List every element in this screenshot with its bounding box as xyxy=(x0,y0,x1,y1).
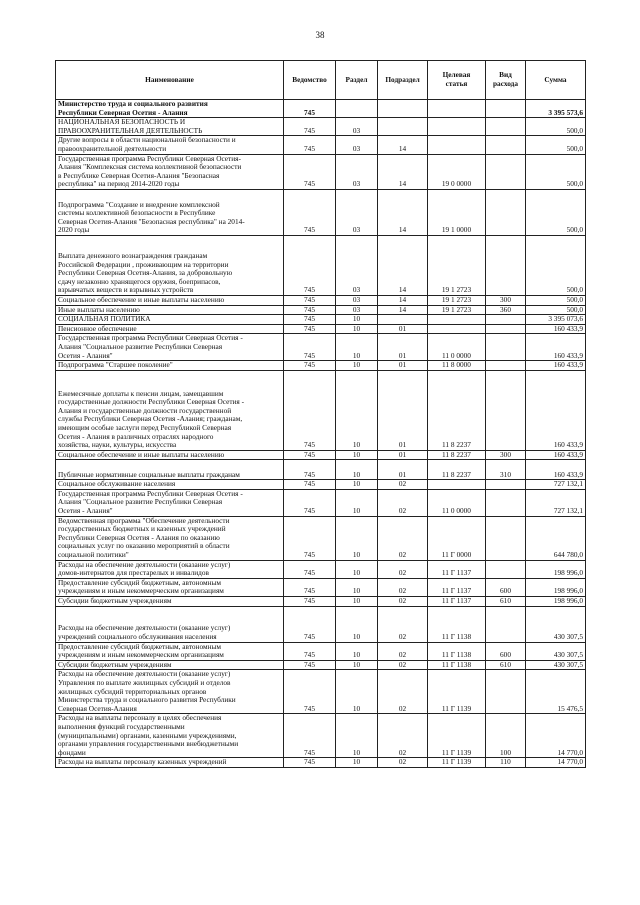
cell-expense-type xyxy=(486,361,526,371)
cell-name: Ежемесячные доплаты к пенсии лицам, замещавшим государственные должности Республики Северная Осетия - Алания и государственные должности государственной службы Республики Северная Осетия -Алания; гражданам, имеющим особые заслуги перед Республикой Северная Осетия - Алания в различных отраслях народного хозяйства, науки, культуры, искусства xyxy=(56,370,284,450)
cell-amount: 500,0 xyxy=(526,118,586,136)
cell-amount: 160 433,9 xyxy=(526,370,586,450)
table-row xyxy=(56,489,586,516)
cell-name: Государственная программа Республики Северная Осетия- Алания "Комплексная система коллективной безопасности в Республике Северная Осетия-Алания "Безопасная республика" на период 2014-2020 годы xyxy=(56,154,284,189)
cell-target: 11 0 0000 xyxy=(428,334,486,361)
cell-subsection: 01 xyxy=(378,361,428,371)
cell-section: 10 xyxy=(336,578,378,596)
cell-name: Предоставление субсидий бюджетным, автономным учреждениям и иным некоммерческим организациям xyxy=(56,578,284,596)
table-row xyxy=(56,189,586,235)
cell-subsection: 02 xyxy=(378,670,428,714)
table-header-row xyxy=(56,61,586,100)
cell-amount: 500,0 xyxy=(526,189,586,235)
cell-expense-type xyxy=(486,235,526,295)
cell-subsection xyxy=(378,118,428,136)
cell-section: 03 xyxy=(336,235,378,295)
table-row xyxy=(56,578,586,596)
cell-subsection: 02 xyxy=(378,489,428,516)
cell-expense-type xyxy=(486,606,526,642)
table-row xyxy=(56,450,586,460)
cell-name: Расходы на выплаты персоналу казенных учреждений xyxy=(56,758,284,768)
cell-dept: 745 xyxy=(284,189,336,235)
cell-section: 03 xyxy=(336,136,378,154)
cell-target: 11 8 2237 xyxy=(428,460,486,480)
cell-expense-type xyxy=(486,315,526,325)
cell-amount: 160 433,9 xyxy=(526,361,586,371)
table-row xyxy=(56,660,586,670)
cell-name: СОЦИАЛЬНАЯ ПОЛИТИКА xyxy=(56,315,284,325)
cell-target: 11 Г 1138 xyxy=(428,642,486,660)
cell-subsection: 01 xyxy=(378,370,428,450)
cell-subsection: 02 xyxy=(378,516,428,560)
table-row xyxy=(56,305,586,315)
cell-amount: 3 395 073,6 xyxy=(526,315,586,325)
header-target: Целевая статья xyxy=(428,61,486,100)
table-row xyxy=(56,606,586,642)
cell-expense-type xyxy=(486,480,526,490)
cell-target: 11 Г 1139 xyxy=(428,670,486,714)
cell-expense-type xyxy=(486,118,526,136)
cell-subsection: 02 xyxy=(378,758,428,768)
cell-expense-type xyxy=(486,136,526,154)
cell-subsection: 02 xyxy=(378,642,428,660)
cell-target xyxy=(428,324,486,334)
cell-section: 10 xyxy=(336,670,378,714)
cell-amount: 160 433,9 xyxy=(526,450,586,460)
cell-section: 10 xyxy=(336,606,378,642)
cell-target: 19 1 2723 xyxy=(428,295,486,305)
header-dept: Ведомство xyxy=(284,61,336,100)
table-row xyxy=(56,235,586,295)
cell-name: НАЦИОНАЛЬНАЯ БЕЗОПАСНОСТЬ И ПРАВООХРАНИТЕЛЬНАЯ ДЕЯТЕЛЬНОСТЬ xyxy=(56,118,284,136)
cell-expense-type xyxy=(486,324,526,334)
cell-name: Социальное обеспечение и иные выплаты населению xyxy=(56,295,284,305)
cell-expense-type: 610 xyxy=(486,660,526,670)
cell-amount: 500,0 xyxy=(526,235,586,295)
cell-section: 10 xyxy=(336,758,378,768)
cell-subsection: 02 xyxy=(378,480,428,490)
cell-section: 03 xyxy=(336,295,378,305)
cell-name: Государственная программа Республики Северная Осетия - Алания "Социальное развитие Республики Северная Осетия - Алания" xyxy=(56,489,284,516)
cell-amount: 160 433,9 xyxy=(526,334,586,361)
cell-subsection: 01 xyxy=(378,460,428,480)
cell-target xyxy=(428,136,486,154)
cell-name: Расходы на обеспечение деятельности (оказание услуг) Управления по выплате жилищных субсидий и отделов жилищных субсидий территориальных органов Министерства труда и социального развития Республики Северная Осетия-Алания xyxy=(56,670,284,714)
table-row xyxy=(56,334,586,361)
cell-dept: 745 xyxy=(284,489,336,516)
table-row xyxy=(56,758,586,768)
cell-dept: 745 xyxy=(284,361,336,371)
header-section: Раздел xyxy=(336,61,378,100)
cell-dept: 745 xyxy=(284,136,336,154)
page-number: 38 xyxy=(315,30,325,40)
cell-dept: 745 xyxy=(284,460,336,480)
cell-target: 11 Г 1138 xyxy=(428,606,486,642)
table-row xyxy=(56,460,586,480)
cell-name: Субсидии бюджетным учреждениям xyxy=(56,597,284,607)
cell-section: 10 xyxy=(336,714,378,758)
cell-dept: 745 xyxy=(284,642,336,660)
cell-dept: 745 xyxy=(284,154,336,189)
cell-subsection: 02 xyxy=(378,578,428,596)
cell-dept: 745 xyxy=(284,606,336,642)
cell-amount: 430 307,5 xyxy=(526,606,586,642)
cell-amount: 644 780,0 xyxy=(526,516,586,560)
cell-dept: 745 xyxy=(284,100,336,118)
cell-dept: 745 xyxy=(284,305,336,315)
cell-dept: 745 xyxy=(284,670,336,714)
cell-target: 11 Г 1137 xyxy=(428,560,486,578)
cell-amount: 160 433,9 xyxy=(526,460,586,480)
cell-target: 11 8 2237 xyxy=(428,370,486,450)
cell-expense-type xyxy=(486,560,526,578)
header-amount: Сумма xyxy=(526,61,586,100)
cell-target: 11 Г 1139 xyxy=(428,758,486,768)
cell-subsection: 02 xyxy=(378,597,428,607)
cell-amount: 198 996,0 xyxy=(526,560,586,578)
cell-dept: 745 xyxy=(284,370,336,450)
cell-expense-type: 600 xyxy=(486,578,526,596)
cell-expense-type xyxy=(486,516,526,560)
cell-subsection: 01 xyxy=(378,324,428,334)
cell-name: Расходы на обеспечение деятельности (оказание услуг) учреждений социального обслуживания населения xyxy=(56,606,284,642)
cell-name: Подпрограмма "Старшее поколение" xyxy=(56,361,284,371)
cell-dept: 745 xyxy=(284,516,336,560)
cell-target: 11 Г 1138 xyxy=(428,660,486,670)
header-expense-type: Вид расхода xyxy=(486,61,526,100)
cell-expense-type xyxy=(486,334,526,361)
cell-section: 10 xyxy=(336,324,378,334)
cell-expense-type xyxy=(486,154,526,189)
cell-section: 10 xyxy=(336,480,378,490)
cell-target: 11 Г 1137 xyxy=(428,578,486,596)
cell-target: 11 Г 1139 xyxy=(428,714,486,758)
cell-section: 10 xyxy=(336,460,378,480)
cell-name: Выплата денежного вознаграждения гражданам Российской Федерации , проживающим на территории Республики Северная Осетия-Алания, за добровольную сдачу незаконно хранящегося оружия, боеприпасов, взрывчатых веществ и взрывных устройств xyxy=(56,235,284,295)
table-row xyxy=(56,714,586,758)
cell-target xyxy=(428,315,486,325)
cell-expense-type: 100 xyxy=(486,714,526,758)
cell-subsection: 02 xyxy=(378,606,428,642)
cell-subsection xyxy=(378,315,428,325)
cell-section: 03 xyxy=(336,118,378,136)
cell-dept: 745 xyxy=(284,578,336,596)
cell-dept: 745 xyxy=(284,118,336,136)
cell-name: Социальное обеспечение и иные выплаты населению xyxy=(56,450,284,460)
table-row xyxy=(56,361,586,371)
cell-name: Государственная программа Республики Северная Осетия - Алания "Социальное развитие Республики Северная Осетия - Алания" xyxy=(56,334,284,361)
cell-amount: 727 132,1 xyxy=(526,489,586,516)
cell-dept: 745 xyxy=(284,758,336,768)
cell-dept: 745 xyxy=(284,334,336,361)
cell-section: 10 xyxy=(336,361,378,371)
cell-subsection xyxy=(378,100,428,118)
cell-expense-type xyxy=(486,100,526,118)
cell-target: 11 Г 0000 xyxy=(428,516,486,560)
table-row xyxy=(56,118,586,136)
cell-expense-type: 300 xyxy=(486,450,526,460)
cell-section: 10 xyxy=(336,489,378,516)
cell-target: 11 8 2237 xyxy=(428,450,486,460)
cell-amount: 14 770,0 xyxy=(526,714,586,758)
table-row xyxy=(56,154,586,189)
cell-subsection: 14 xyxy=(378,235,428,295)
budget-table xyxy=(55,60,586,768)
table-row xyxy=(56,324,586,334)
cell-name: Субсидии бюджетным учреждениям xyxy=(56,660,284,670)
cell-subsection: 02 xyxy=(378,660,428,670)
cell-dept: 745 xyxy=(284,324,336,334)
table-row xyxy=(56,597,586,607)
cell-expense-type xyxy=(486,489,526,516)
cell-expense-type xyxy=(486,189,526,235)
cell-name: Предоставление субсидий бюджетным, автономным учреждениям и иным некоммерческим организациям xyxy=(56,642,284,660)
cell-dept: 745 xyxy=(284,560,336,578)
cell-section: 10 xyxy=(336,642,378,660)
cell-subsection: 02 xyxy=(378,560,428,578)
cell-section: 03 xyxy=(336,305,378,315)
cell-name: Министерство труда и социального развития Республики Северная Осетия - Алания xyxy=(56,100,284,118)
cell-dept: 745 xyxy=(284,315,336,325)
table-row xyxy=(56,560,586,578)
cell-name: Пенсионное обеспечение xyxy=(56,324,284,334)
cell-target xyxy=(428,100,486,118)
cell-expense-type: 310 xyxy=(486,460,526,480)
cell-target: 11 0 0000 xyxy=(428,489,486,516)
table-row xyxy=(56,642,586,660)
cell-amount: 160 433,9 xyxy=(526,324,586,334)
cell-dept: 745 xyxy=(284,660,336,670)
cell-subsection: 14 xyxy=(378,305,428,315)
table-row xyxy=(56,370,586,450)
cell-section: 10 xyxy=(336,450,378,460)
cell-section: 10 xyxy=(336,370,378,450)
header-subsection: Подраздел xyxy=(378,61,428,100)
cell-dept: 745 xyxy=(284,714,336,758)
cell-target: 19 1 2723 xyxy=(428,235,486,295)
cell-name: Другие вопросы в области национальной безопасности и правоохранительной деятельности xyxy=(56,136,284,154)
table-row xyxy=(56,480,586,490)
cell-name: Подпрограмма "Создание и внедрение комплексной системы коллективной безопасности в Республике Северная Осетия-Алания "Безопасная республика" на 2014- 2020 годы xyxy=(56,189,284,235)
cell-section: 10 xyxy=(336,597,378,607)
cell-target: 19 1 2723 xyxy=(428,305,486,315)
cell-amount: 430 307,5 xyxy=(526,642,586,660)
cell-amount: 15 476,5 xyxy=(526,670,586,714)
cell-expense-type xyxy=(486,370,526,450)
cell-section: 10 xyxy=(336,660,378,670)
cell-expense-type: 300 xyxy=(486,295,526,305)
cell-name: Публичные нормативные социальные выплаты гражданам xyxy=(56,460,284,480)
cell-dept: 745 xyxy=(284,450,336,460)
table-row xyxy=(56,295,586,305)
cell-target: 11 8 0000 xyxy=(428,361,486,371)
cell-dept: 745 xyxy=(284,235,336,295)
cell-name: Расходы на обеспечение деятельности (оказание услуг) домов-интернатов для престарелых и инвалидов xyxy=(56,560,284,578)
table-row xyxy=(56,315,586,325)
cell-amount: 500,0 xyxy=(526,295,586,305)
cell-amount: 727 132,1 xyxy=(526,480,586,490)
cell-amount: 198 996,0 xyxy=(526,597,586,607)
cell-target: 19 1 0000 xyxy=(428,189,486,235)
cell-amount: 14 770,0 xyxy=(526,758,586,768)
table-row xyxy=(56,516,586,560)
cell-target xyxy=(428,118,486,136)
table-row xyxy=(56,670,586,714)
cell-section: 10 xyxy=(336,315,378,325)
cell-section: 03 xyxy=(336,189,378,235)
table-body xyxy=(56,100,586,768)
cell-amount: 3 395 573,6 xyxy=(526,100,586,118)
cell-subsection: 01 xyxy=(378,450,428,460)
cell-section: 10 xyxy=(336,516,378,560)
cell-amount: 430 307,5 xyxy=(526,660,586,670)
cell-section: 10 xyxy=(336,560,378,578)
table-row xyxy=(56,136,586,154)
header-name: Наименование xyxy=(56,61,284,100)
cell-section xyxy=(336,100,378,118)
cell-name: Ведомственная программа "Обеспечение деятельности государственных бюджетных и казенных учреждений Республики Северная Осетия - Алания по оказанию социальных услуг по оказанию мероприятий в области социальной политики" xyxy=(56,516,284,560)
cell-expense-type: 610 xyxy=(486,597,526,607)
cell-target: 19 0 0000 xyxy=(428,154,486,189)
cell-subsection: 14 xyxy=(378,295,428,305)
table-row xyxy=(56,100,586,118)
cell-expense-type xyxy=(486,670,526,714)
cell-subsection: 02 xyxy=(378,714,428,758)
cell-subsection: 14 xyxy=(378,154,428,189)
cell-dept: 745 xyxy=(284,597,336,607)
cell-name: Иные выплаты населению xyxy=(56,305,284,315)
cell-amount: 198 996,0 xyxy=(526,578,586,596)
cell-target: 11 Г 1137 xyxy=(428,597,486,607)
cell-dept: 745 xyxy=(284,480,336,490)
cell-amount: 500,0 xyxy=(526,154,586,189)
cell-name: Социальное обслуживание населения xyxy=(56,480,284,490)
cell-expense-type: 600 xyxy=(486,642,526,660)
cell-section: 10 xyxy=(336,334,378,361)
cell-expense-type: 110 xyxy=(486,758,526,768)
cell-target xyxy=(428,480,486,490)
cell-section: 03 xyxy=(336,154,378,189)
cell-name: Расходы на выплаты персоналу в целях обеспечения выполнения функций государственными (муниципальными) органами, казенными учреждениями, органами управления государственными внебюджетными фондами xyxy=(56,714,284,758)
cell-subsection: 01 xyxy=(378,334,428,361)
cell-expense-type: 360 xyxy=(486,305,526,315)
cell-subsection: 14 xyxy=(378,136,428,154)
cell-dept: 745 xyxy=(284,295,336,305)
cell-subsection: 14 xyxy=(378,189,428,235)
cell-amount: 500,0 xyxy=(526,136,586,154)
cell-amount: 500,0 xyxy=(526,305,586,315)
